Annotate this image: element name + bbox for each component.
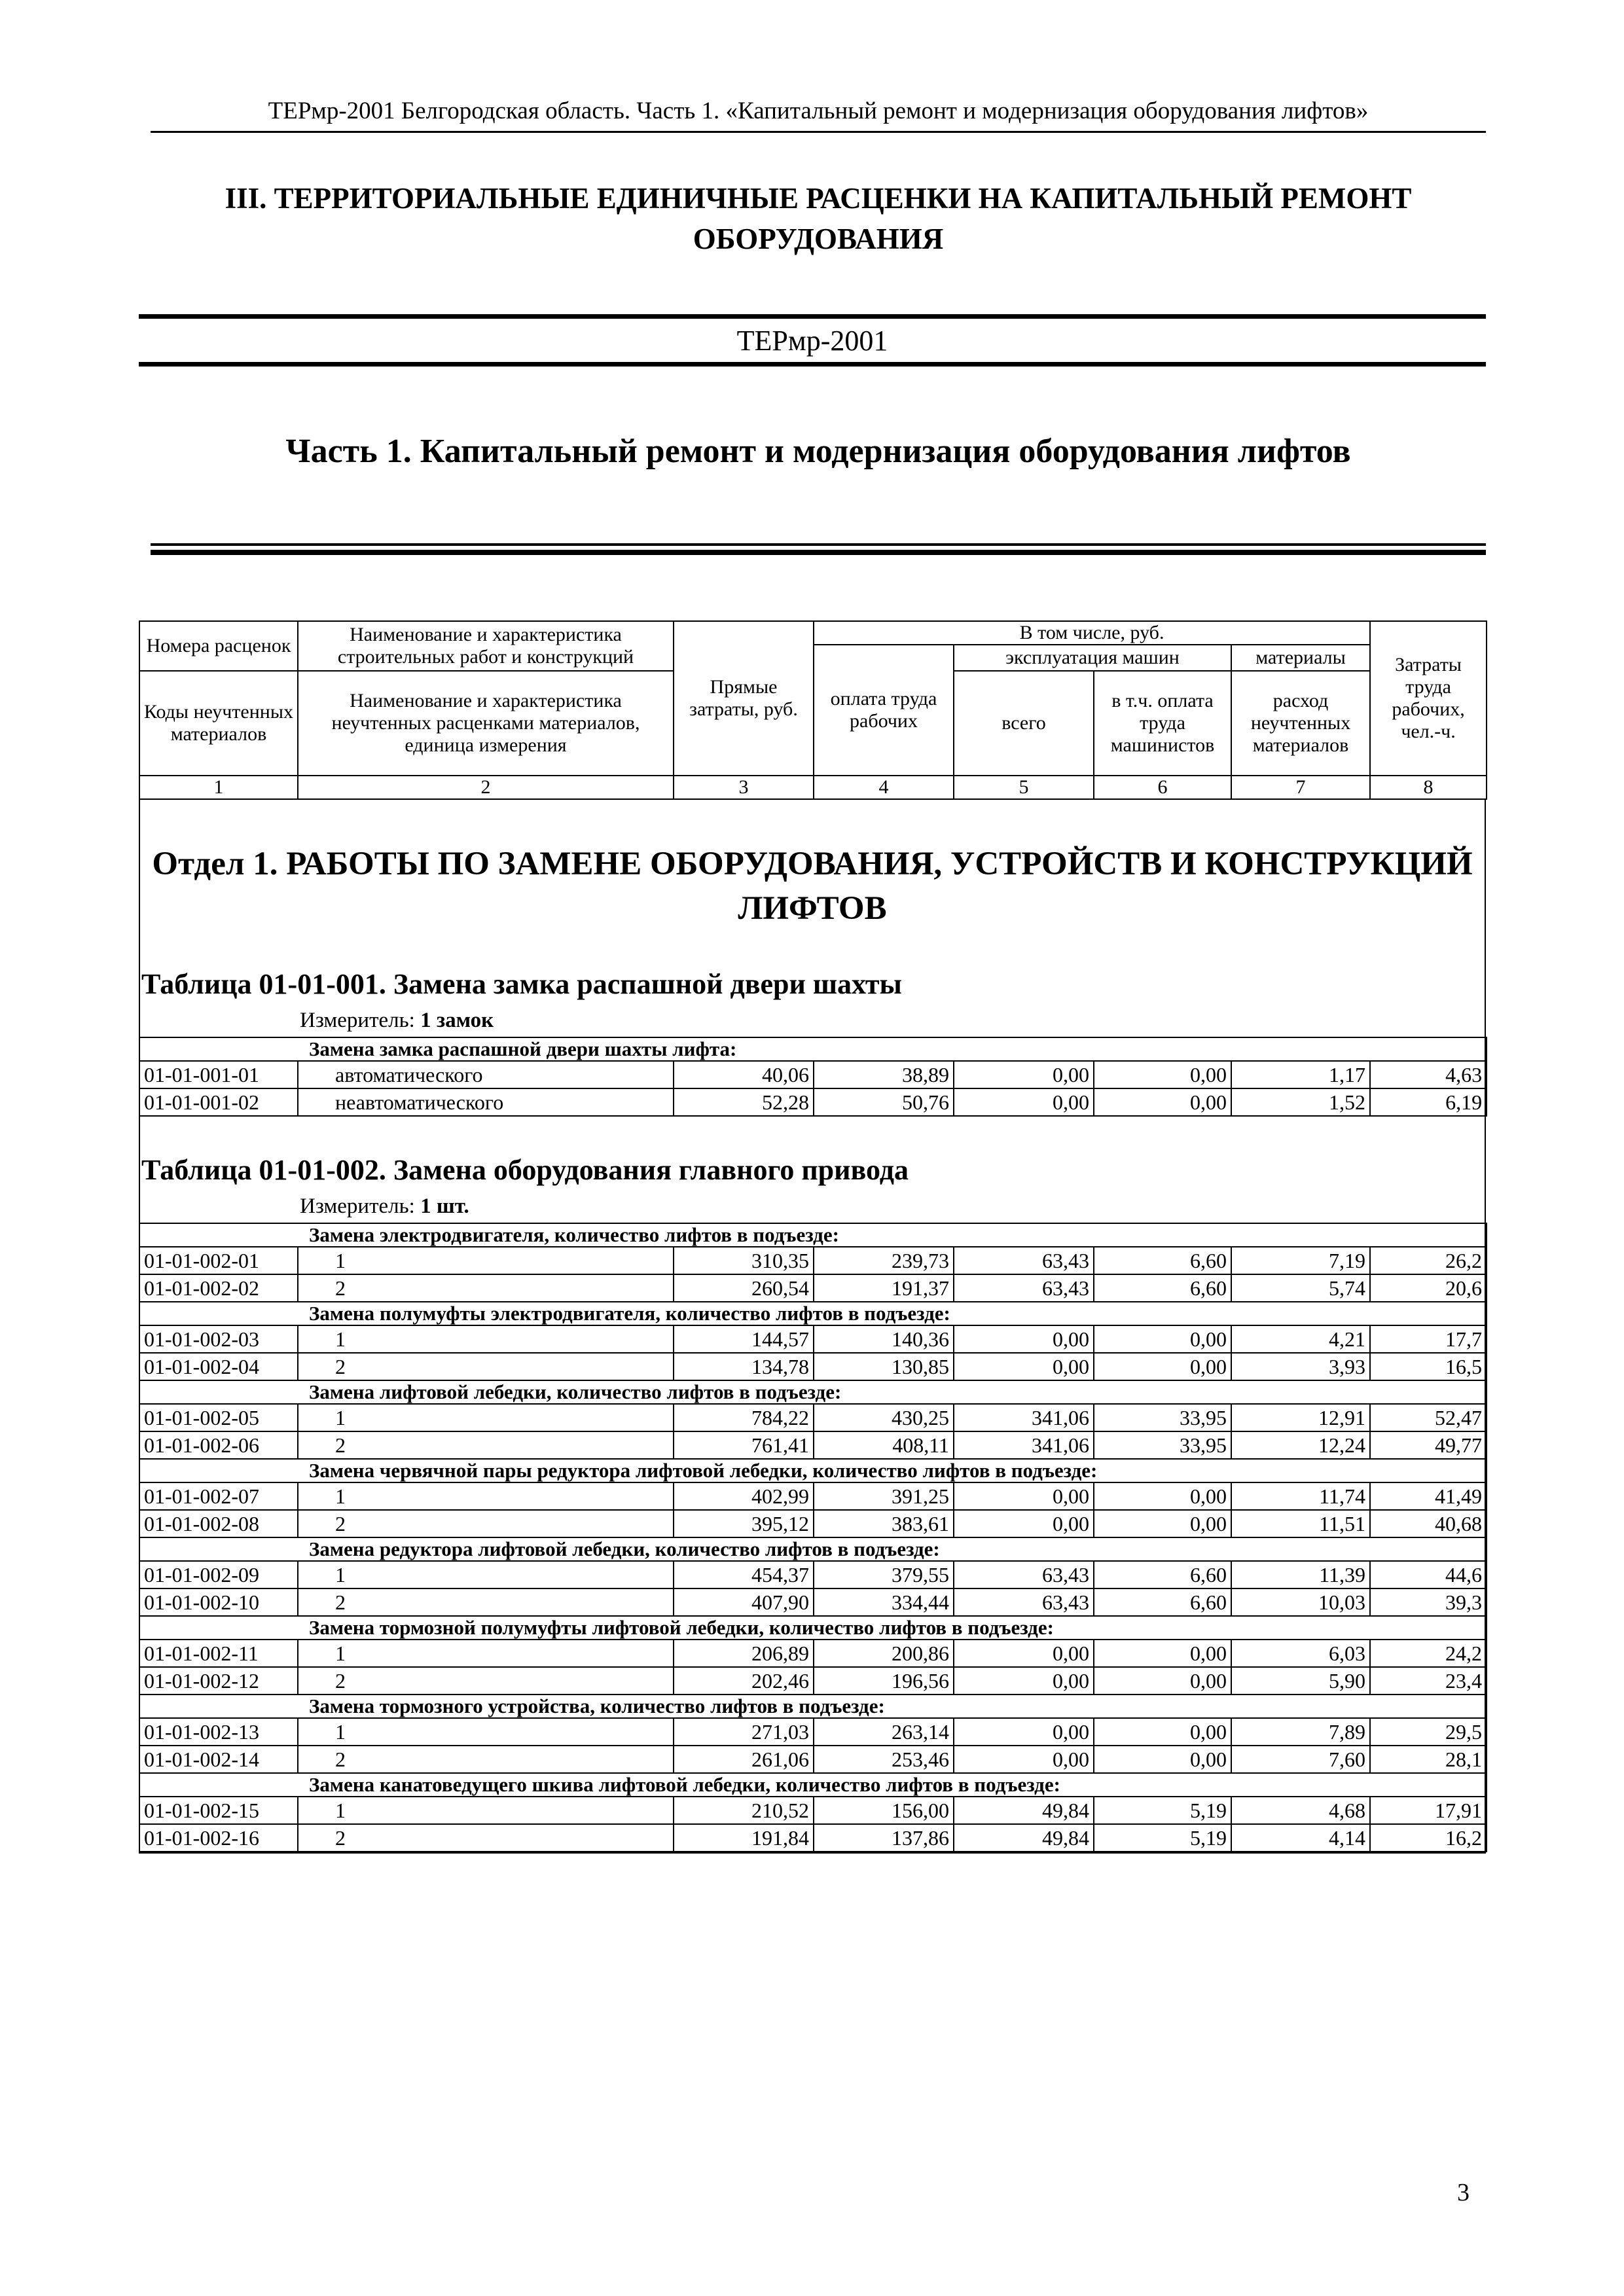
col1-top-header: Номера расценок <box>139 621 298 671</box>
column-number: 6 <box>1094 776 1231 799</box>
group-label: Замена полумуфты электродвигателя, количество лифтов в подъезде: <box>139 1302 1487 1325</box>
col4-header: оплата труда рабочих <box>814 645 954 776</box>
direct-costs: 261,06 <box>674 1746 814 1773</box>
labor-hours: 4,63 <box>1370 1061 1487 1088</box>
machines-total: 0,00 <box>954 1667 1094 1695</box>
machines-total: 0,00 <box>954 1746 1094 1773</box>
machines-total: 0,00 <box>954 1718 1094 1746</box>
materials: 4,68 <box>1231 1797 1370 1824</box>
header-rule <box>151 131 1486 133</box>
direct-costs: 202,46 <box>674 1667 814 1695</box>
rate-name: 2 <box>298 1510 674 1537</box>
machines-total: 0,00 <box>954 1088 1094 1116</box>
labor-pay: 137,86 <box>814 1824 954 1852</box>
machinists-pay: 6,60 <box>1094 1588 1231 1616</box>
labor-hours: 23,4 <box>1370 1667 1487 1695</box>
machinists-pay: 0,00 <box>1094 1353 1231 1380</box>
col2-bottom-header: Наименование и характеристика неучтенных расценками материалов, единица измерения <box>298 671 674 776</box>
measure-label: Измеритель: <box>300 1009 415 1032</box>
rate-code: 01-01-002-09 <box>139 1561 298 1588</box>
materials: 11,51 <box>1231 1510 1370 1537</box>
machinists-pay: 6,60 <box>1094 1274 1231 1302</box>
machines-total: 49,84 <box>954 1797 1094 1824</box>
materials: 1,17 <box>1231 1061 1370 1088</box>
machinists-pay: 0,00 <box>1094 1325 1231 1353</box>
labor-pay: 391,25 <box>814 1482 954 1510</box>
rate-name: 2 <box>298 1274 674 1302</box>
rate-name: 1 <box>298 1797 674 1824</box>
machines-total: 0,00 <box>954 1482 1094 1510</box>
table-row <box>139 1824 1487 1852</box>
machines-total: 63,43 <box>954 1588 1094 1616</box>
table-row <box>139 1431 1487 1459</box>
column-numbers-row <box>139 776 1487 799</box>
table-row <box>139 1746 1487 1773</box>
rate-name: 1 <box>298 1718 674 1746</box>
measure-label: Измеритель: <box>300 1194 415 1218</box>
rate-name: 2 <box>298 1588 674 1616</box>
labor-hours: 26,2 <box>1370 1247 1487 1274</box>
materials: 11,39 <box>1231 1561 1370 1588</box>
group-row <box>139 1223 1487 1247</box>
header-table <box>139 620 1487 800</box>
group-row <box>139 1616 1487 1640</box>
machines-total: 0,00 <box>954 1640 1094 1667</box>
machines-total: 341,06 <box>954 1431 1094 1459</box>
machinists-pay: 33,95 <box>1094 1431 1231 1459</box>
rate-name: 1 <box>298 1482 674 1510</box>
rate-code: 01-01-002-15 <box>139 1797 298 1824</box>
measure-value: 1 шт. <box>420 1194 469 1218</box>
materials: 10,03 <box>1231 1588 1370 1616</box>
labor-hours: 24,2 <box>1370 1640 1487 1667</box>
part-title: Часть 1. Капитальный ремонт и модернизация оборудования лифтов <box>285 433 1351 470</box>
direct-costs: 761,41 <box>674 1431 814 1459</box>
labor-hours: 28,1 <box>1370 1746 1487 1773</box>
rate-code: 01-01-002-12 <box>139 1667 298 1695</box>
rate-name: неавтоматического <box>298 1088 674 1116</box>
rate-code: 01-01-002-06 <box>139 1431 298 1459</box>
col2-top-header: Наименование и характеристика строительных работ и конструкций <box>298 621 674 671</box>
machinists-pay: 6,60 <box>1094 1247 1231 1274</box>
labor-pay: 50,76 <box>814 1088 954 1116</box>
labor-pay: 38,89 <box>814 1061 954 1088</box>
rate-code: 01-01-002-03 <box>139 1325 298 1353</box>
machines-total: 341,06 <box>954 1404 1094 1431</box>
table-row <box>139 1640 1487 1667</box>
labor-hours: 6,19 <box>1370 1088 1487 1116</box>
column-number: 1 <box>139 776 298 799</box>
materials: 11,74 <box>1231 1482 1370 1510</box>
direct-costs: 271,03 <box>674 1718 814 1746</box>
direct-costs: 784,22 <box>674 1404 814 1431</box>
machinists-pay: 0,00 <box>1094 1510 1231 1537</box>
rates-table-frame <box>139 620 1486 2053</box>
direct-costs: 52,28 <box>674 1088 814 1116</box>
labor-hours: 49,77 <box>1370 1431 1487 1459</box>
direct-costs: 402,99 <box>674 1482 814 1510</box>
rate-name: 1 <box>298 1325 674 1353</box>
table-row <box>139 1247 1487 1274</box>
direct-costs: 407,90 <box>674 1588 814 1616</box>
machinists-pay: 5,19 <box>1094 1824 1231 1852</box>
table-row <box>139 1353 1487 1380</box>
machinists-pay: 0,00 <box>1094 1718 1231 1746</box>
machinists-pay: 0,00 <box>1094 1640 1231 1667</box>
machinists-pay: 0,00 <box>1094 1746 1231 1773</box>
group-row <box>139 1459 1487 1482</box>
group-label: Замена замка распашной двери шахты лифта: <box>139 1037 1487 1061</box>
col6-header: в т.ч. оплата труда машинистов <box>1094 671 1231 776</box>
running-head: ТЕРмр-2001 Белгородская область. Часть 1. «Капитальный ремонт и модернизация оборудования лифтов» <box>268 98 1369 124</box>
materials: 4,14 <box>1231 1824 1370 1852</box>
machines-header: эксплуатация машин <box>954 645 1231 671</box>
group-header: В том числе, руб. <box>814 621 1370 645</box>
group-label: Замена редуктора лифтовой лебедки, количество лифтов в подъезде: <box>139 1537 1487 1561</box>
direct-costs: 210,52 <box>674 1797 814 1824</box>
col1-bottom-header: Коды неучтенных материалов <box>139 671 298 776</box>
group-label: Замена канатоведущего шкива лифтовой лебедки, количество лифтов в подъезде: <box>139 1773 1487 1797</box>
part-rule-thick <box>151 550 1486 555</box>
part-rule-thin <box>151 543 1486 546</box>
rate-code: 01-01-002-04 <box>139 1353 298 1380</box>
direct-costs: 206,89 <box>674 1640 814 1667</box>
table-row <box>139 1404 1487 1431</box>
col3-header: Прямые затраты, руб. <box>674 621 814 776</box>
table-row <box>139 1325 1487 1353</box>
labor-pay: 196,56 <box>814 1667 954 1695</box>
table-row <box>139 1797 1487 1824</box>
direct-costs: 40,06 <box>674 1061 814 1088</box>
department-section <box>139 800 1486 1854</box>
group-label: Замена лифтовой лебедки, количество лифтов в подъезде: <box>139 1380 1487 1404</box>
rates-table <box>139 1037 1487 1117</box>
labor-hours: 39,3 <box>1370 1588 1487 1616</box>
rate-code: 01-01-002-05 <box>139 1404 298 1431</box>
table-row <box>139 1061 1487 1088</box>
labor-pay: 156,00 <box>814 1797 954 1824</box>
machines-total: 49,84 <box>954 1824 1094 1852</box>
col7-header: расход неучтенных материалов <box>1231 671 1370 776</box>
table-row <box>139 1482 1487 1510</box>
page-number: 3 <box>1457 2179 1470 2206</box>
table-title: Таблица 01-01-001. Замена замка распашной двери шахты <box>141 968 902 1000</box>
rate-name: автоматического <box>298 1061 674 1088</box>
direct-costs: 395,12 <box>674 1510 814 1537</box>
department-title: Отдел 1. РАБОТЫ ПО ЗАМЕНЕ ОБОРУДОВАНИЯ, УСТРОЙСТВ И КОНСТРУКЦИЙ ЛИФТОВ <box>152 846 1473 927</box>
machines-total: 0,00 <box>954 1325 1094 1353</box>
labor-hours: 41,49 <box>1370 1482 1487 1510</box>
machines-total: 63,43 <box>954 1247 1094 1274</box>
materials: 4,21 <box>1231 1325 1370 1353</box>
table-row <box>139 1588 1487 1616</box>
materials: 5,74 <box>1231 1274 1370 1302</box>
machines-total: 63,43 <box>954 1274 1094 1302</box>
group-row <box>139 1773 1487 1797</box>
group-row <box>139 1302 1487 1325</box>
column-number: 2 <box>298 776 674 799</box>
labor-pay: 408,11 <box>814 1431 954 1459</box>
table-row <box>139 1667 1487 1695</box>
code-label: ТЕРмр-2001 <box>736 325 888 357</box>
col8-header: Затраты труда рабочих, чел.-ч. <box>1370 621 1487 776</box>
materials: 3,93 <box>1231 1353 1370 1380</box>
rate-name: 2 <box>298 1824 674 1852</box>
labor-hours: 17,91 <box>1370 1797 1487 1824</box>
rate-name: 2 <box>298 1431 674 1459</box>
labor-pay: 239,73 <box>814 1247 954 1274</box>
rate-name: 2 <box>298 1746 674 1773</box>
labor-hours: 52,47 <box>1370 1404 1487 1431</box>
direct-costs: 454,37 <box>674 1561 814 1588</box>
section-title: III. ТЕРРИТОРИАЛЬНЫЕ ЕДИНИЧНЫЕ РАСЦЕНКИ НА КАПИТАЛЬНЫЙ РЕМОНТ ОБОРУДОВАНИЯ <box>225 182 1412 255</box>
measure-line <box>140 1194 1485 1219</box>
col5-header: всего <box>954 671 1094 776</box>
materials: 1,52 <box>1231 1088 1370 1116</box>
measure-line <box>140 1009 1485 1033</box>
rate-code: 01-01-001-02 <box>139 1088 298 1116</box>
group-row <box>139 1537 1487 1561</box>
rate-code: 01-01-002-14 <box>139 1746 298 1773</box>
materials: 12,91 <box>1231 1404 1370 1431</box>
labor-pay: 253,46 <box>814 1746 954 1773</box>
group-label: Замена червячной пары редуктора лифтовой лебедки, количество лифтов в подъезде: <box>139 1459 1487 1482</box>
machines-total: 0,00 <box>954 1510 1094 1537</box>
code-rule-top <box>139 314 1486 319</box>
table-row <box>139 1718 1487 1746</box>
labor-hours: 20,6 <box>1370 1274 1487 1302</box>
labor-hours: 17,7 <box>1370 1325 1487 1353</box>
rate-code: 01-01-002-07 <box>139 1482 298 1510</box>
machines-total: 0,00 <box>954 1061 1094 1088</box>
rate-tables <box>140 967 1485 1852</box>
group-row <box>139 1695 1487 1718</box>
labor-hours: 16,5 <box>1370 1353 1487 1380</box>
rate-code: 01-01-002-02 <box>139 1274 298 1302</box>
machinists-pay: 0,00 <box>1094 1088 1231 1116</box>
table-row <box>139 1274 1487 1302</box>
labor-pay: 200,86 <box>814 1640 954 1667</box>
column-number: 7 <box>1231 776 1370 799</box>
table-row <box>139 1510 1487 1537</box>
machinists-pay: 0,00 <box>1094 1061 1231 1088</box>
materials: 7,89 <box>1231 1718 1370 1746</box>
rate-name: 1 <box>298 1247 674 1274</box>
materials: 12,24 <box>1231 1431 1370 1459</box>
labor-pay: 430,25 <box>814 1404 954 1431</box>
rates-table <box>139 1223 1487 1852</box>
machinists-pay: 0,00 <box>1094 1667 1231 1695</box>
labor-hours: 44,6 <box>1370 1561 1487 1588</box>
rate-code: 01-01-002-16 <box>139 1824 298 1852</box>
rate-code: 01-01-002-13 <box>139 1718 298 1746</box>
labor-pay: 191,37 <box>814 1274 954 1302</box>
labor-hours: 40,68 <box>1370 1510 1487 1537</box>
labor-pay: 379,55 <box>814 1561 954 1588</box>
labor-hours: 29,5 <box>1370 1718 1487 1746</box>
measure-value: 1 замок <box>420 1009 494 1032</box>
column-number: 4 <box>814 776 954 799</box>
machines-total: 0,00 <box>954 1353 1094 1380</box>
rate-name: 1 <box>298 1404 674 1431</box>
materials: 5,90 <box>1231 1667 1370 1695</box>
group-label: Замена тормозного устройства, количество лифтов в подъезде: <box>139 1695 1487 1718</box>
code-rule-bottom <box>139 362 1486 367</box>
column-number: 8 <box>1370 776 1487 799</box>
group-row <box>139 1037 1487 1061</box>
labor-hours: 16,2 <box>1370 1824 1487 1852</box>
labor-pay: 383,61 <box>814 1510 954 1537</box>
table-title: Таблица 01-01-002. Замена оборудования главного привода <box>141 1154 909 1186</box>
labor-pay: 130,85 <box>814 1353 954 1380</box>
labor-pay: 140,36 <box>814 1325 954 1353</box>
rate-name: 1 <box>298 1561 674 1588</box>
machinists-pay: 5,19 <box>1094 1797 1231 1824</box>
direct-costs: 144,57 <box>674 1325 814 1353</box>
direct-costs: 260,54 <box>674 1274 814 1302</box>
table-row <box>139 1561 1487 1588</box>
rate-code: 01-01-002-11 <box>139 1640 298 1667</box>
rate-code: 01-01-002-10 <box>139 1588 298 1616</box>
group-row <box>139 1380 1487 1404</box>
rate-name: 2 <box>298 1353 674 1380</box>
group-label: Замена электродвигателя, количество лифтов в подъезде: <box>139 1223 1487 1247</box>
labor-pay: 263,14 <box>814 1718 954 1746</box>
direct-costs: 310,35 <box>674 1247 814 1274</box>
table-row <box>139 1088 1487 1116</box>
column-number: 5 <box>954 776 1094 799</box>
machinists-pay: 33,95 <box>1094 1404 1231 1431</box>
direct-costs: 191,84 <box>674 1824 814 1852</box>
machinists-pay: 6,60 <box>1094 1561 1231 1588</box>
group-label: Замена тормозной полумуфты лифтовой лебедки, количество лифтов в подъезде: <box>139 1616 1487 1640</box>
code-block <box>139 314 1486 367</box>
materials-header: материалы <box>1231 645 1370 671</box>
machines-total: 63,43 <box>954 1561 1094 1588</box>
rate-code: 01-01-002-08 <box>139 1510 298 1537</box>
labor-pay: 334,44 <box>814 1588 954 1616</box>
column-number: 3 <box>674 776 814 799</box>
rate-name: 2 <box>298 1667 674 1695</box>
rate-name: 1 <box>298 1640 674 1667</box>
materials: 6,03 <box>1231 1640 1370 1667</box>
machinists-pay: 0,00 <box>1094 1482 1231 1510</box>
materials: 7,19 <box>1231 1247 1370 1274</box>
materials: 7,60 <box>1231 1746 1370 1773</box>
rate-code: 01-01-001-01 <box>139 1061 298 1088</box>
rate-code: 01-01-002-01 <box>139 1247 298 1274</box>
direct-costs: 134,78 <box>674 1353 814 1380</box>
